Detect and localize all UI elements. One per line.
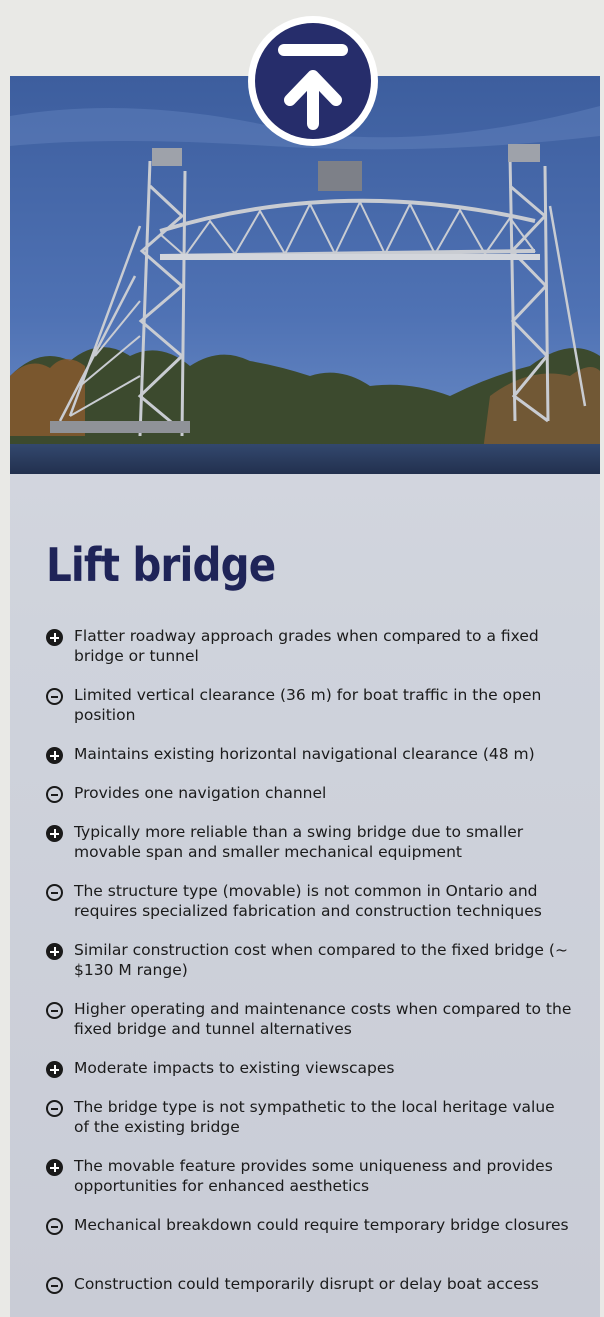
- list-item-text: The bridge type is not sympathetic to the local heritage value of the existing bridge: [74, 1098, 555, 1136]
- plus-circle-icon: [46, 629, 63, 646]
- up-arrow-to-bar-icon: [248, 16, 378, 146]
- plus-circle-icon: [46, 1159, 63, 1176]
- list-item-text: Construction could temporarily disrupt or delay boat access: [74, 1275, 539, 1293]
- badge: [248, 16, 378, 146]
- minus-circle-icon: [46, 688, 63, 705]
- list-item-text: Flatter roadway approach grades when compared to a fixed bridge or tunnel: [74, 627, 539, 665]
- list-item-text: Higher operating and maintenance costs when compared to the fixed bridge and tunnel alternatives: [74, 1000, 572, 1038]
- minus-circle-icon: [46, 1277, 63, 1294]
- page-title: Lift bridge: [46, 538, 276, 592]
- list-item-text: Limited vertical clearance (36 m) for boat traffic in the open position: [74, 686, 542, 724]
- list-item-text: Provides one navigation channel: [74, 784, 327, 802]
- minus-circle-icon: [46, 786, 63, 803]
- minus-circle-icon: [46, 884, 63, 901]
- minus-circle-icon: [46, 1218, 63, 1235]
- list-item-text: Similar construction cost when compared to the fixed bridge (~ $130 M range): [74, 941, 568, 979]
- list-item-text: Maintains existing horizontal navigational clearance (48 m): [74, 745, 535, 763]
- plus-circle-icon: [46, 747, 63, 764]
- minus-circle-icon: [46, 1002, 63, 1019]
- list-item-text: Moderate impacts to existing viewscapes: [74, 1059, 395, 1077]
- plus-circle-icon: [46, 825, 63, 842]
- plus-circle-icon: [46, 1061, 63, 1078]
- list-item-text: Typically more reliable than a swing bridge due to smaller movable span and smaller mechanical equipment: [74, 823, 524, 861]
- plus-circle-icon: [46, 943, 63, 960]
- minus-circle-icon: [46, 1100, 63, 1117]
- list-item-text: Mechanical breakdown could require temporary bridge closures: [74, 1216, 569, 1234]
- list-item-text: The movable feature provides some uniqueness and provides opportunities for enhanced aesthetics: [74, 1157, 553, 1195]
- list-item-text: The structure type (movable) is not common in Ontario and requires specialized fabrication and construction techniques: [74, 882, 542, 920]
